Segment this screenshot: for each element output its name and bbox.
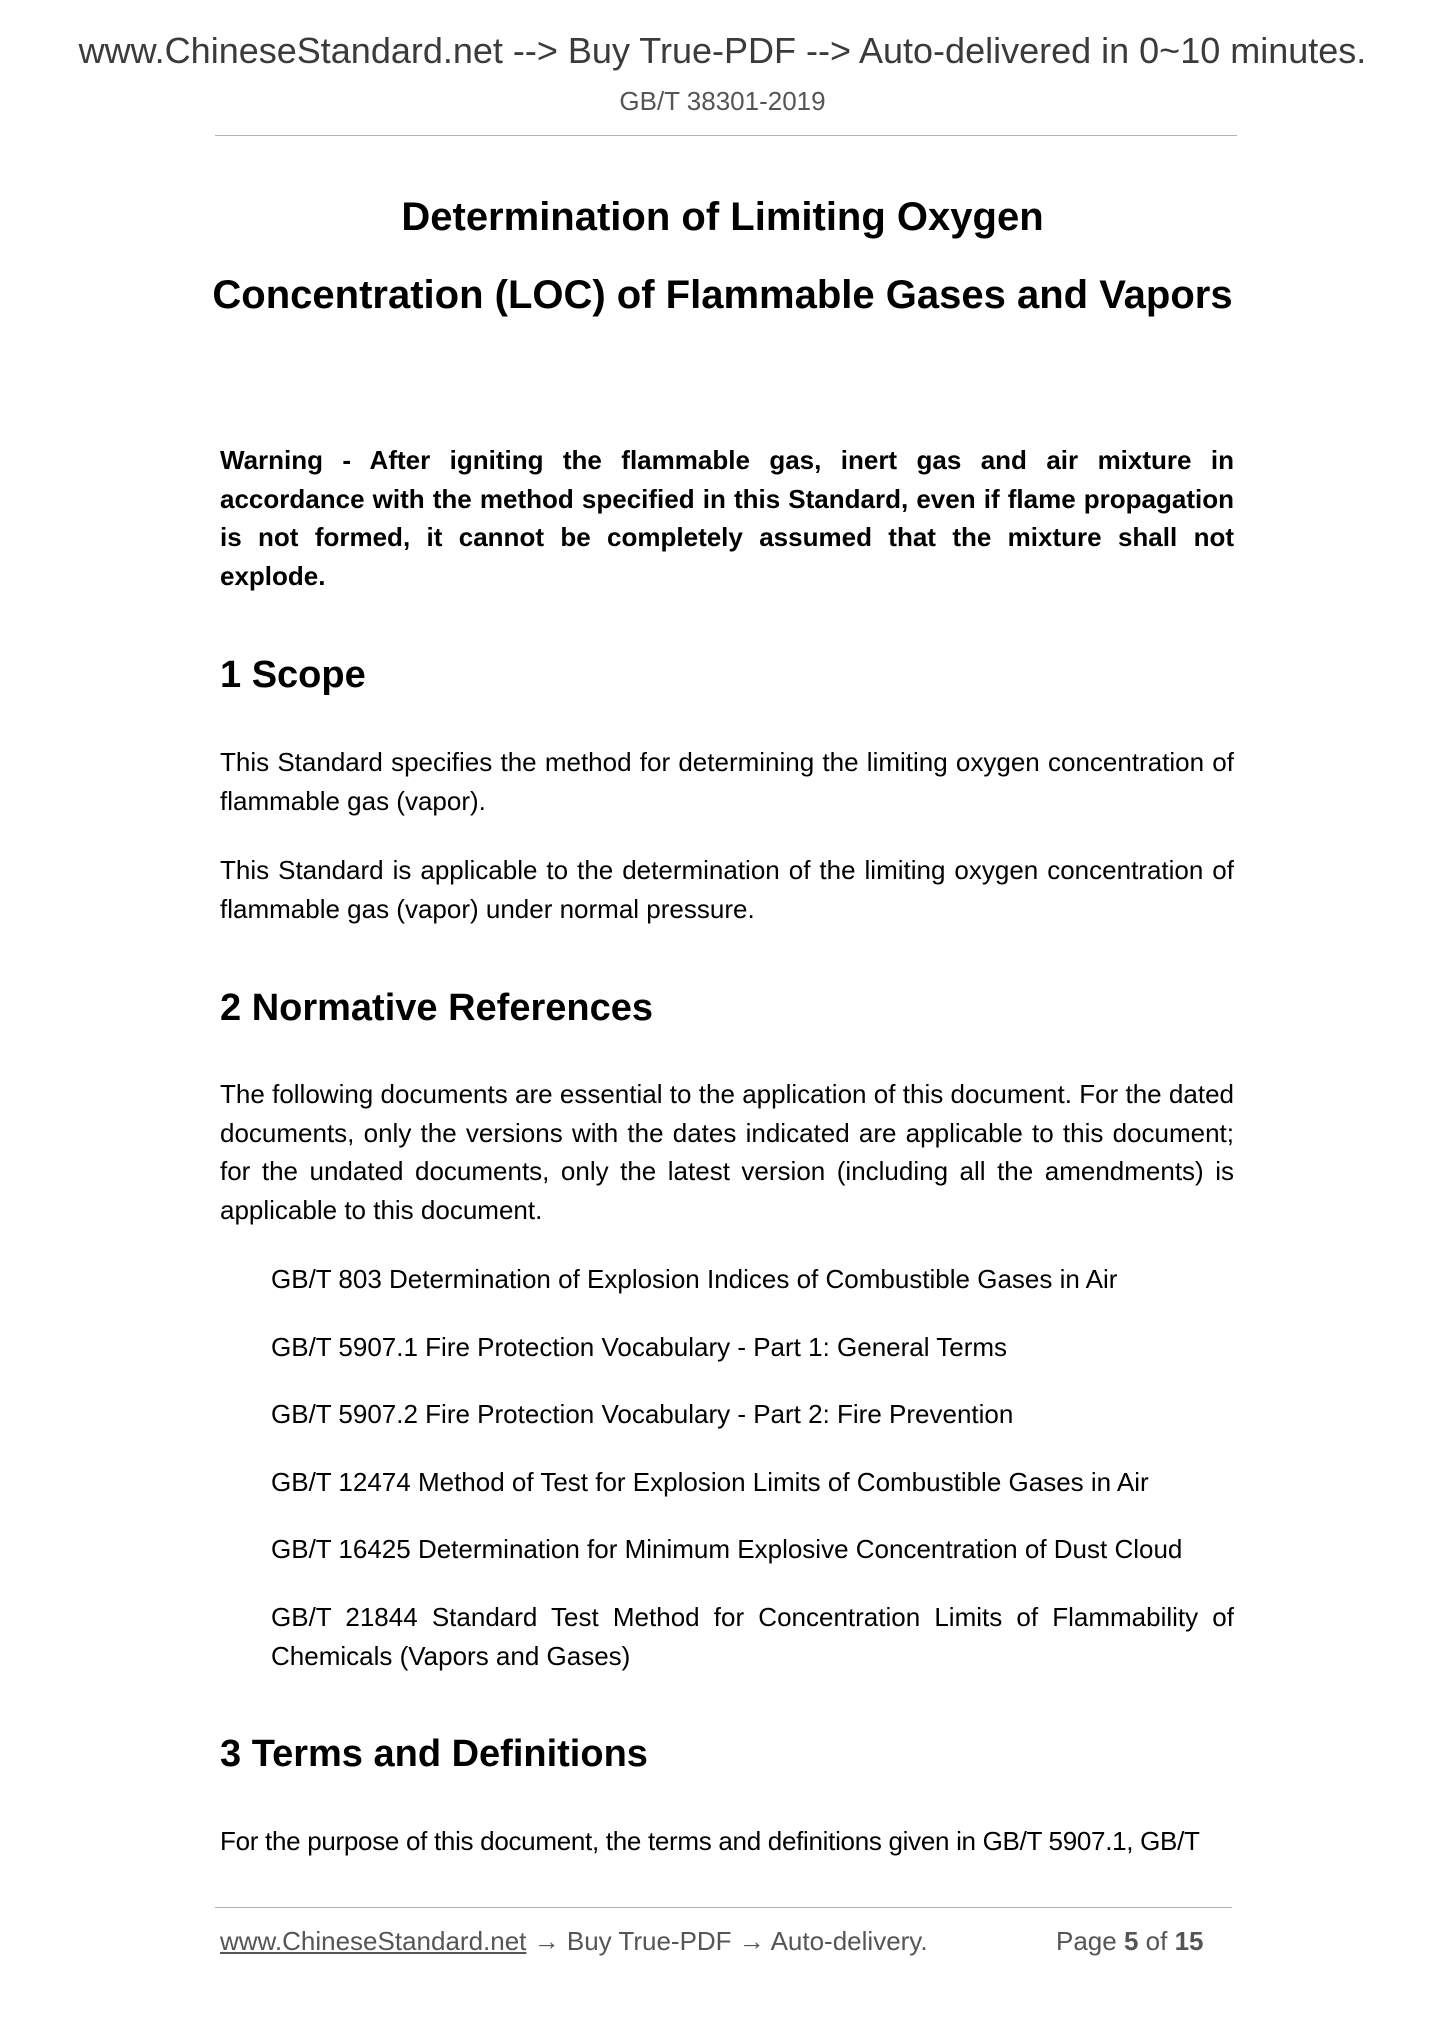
page-of-label: of [1145, 1926, 1168, 1956]
references-intro-wrap [220, 1075, 1234, 1229]
header-banner: www.ChineseStandard.net --> Buy True-PDF --> Auto-delivered in 0~10 minutes. [78, 30, 1367, 71]
section-2-heading-wrap [220, 985, 1234, 1031]
footer-site-link[interactable]: www.ChineseStandard.net [220, 1926, 527, 1956]
reference-item: GB/T 5907.2 Fire Protection Vocabulary - Part 2: Fire Prevention [271, 1399, 1014, 1429]
scope-paragraph-1: This Standard specifies the method for determining the limiting oxygen concentration of flammable gas (vapor). [220, 747, 1234, 816]
title-line-1: Determination of Limiting Oxygen [401, 195, 1044, 239]
section-1-heading-wrap [220, 652, 1234, 698]
terms-paragraph-wrap [220, 1822, 1234, 1861]
scope-paragraph-1-wrap [220, 743, 1234, 820]
scope-paragraph-2-wrap [220, 851, 1234, 928]
scope-paragraph-2: This Standard is applicable to the determination of the limiting oxygen concentration of flammable gas (vapor) under normal pressure. [220, 855, 1234, 924]
reference-item: GB/T 21844 Standard Test Method for Concentration Limits of Flammability of Chemicals (Vapors and Gases) [271, 1602, 1234, 1671]
footer-divider [215, 1907, 1232, 1908]
doc-code: GB/T 38301-2019 [619, 86, 826, 116]
page-label: Page [1056, 1926, 1117, 1956]
warning-block [220, 441, 1234, 595]
section-3-heading-wrap [220, 1731, 1234, 1777]
reference-item: GB/T 803 Determination of Explosion Indices of Combustible Gases in Air [271, 1264, 1118, 1294]
terms-paragraph: For the purpose of this document, the terms and definitions given in GB/T 5907.1, GB/T [220, 1826, 1200, 1856]
header-divider [215, 135, 1237, 136]
footer-left [220, 1926, 928, 1957]
title-line-2: Concentration (LOC) of Flammable Gases and Vapors [212, 273, 1233, 317]
section-heading-scope: 1 Scope [220, 654, 366, 696]
reference-item: GB/T 12474 Method of Test for Explosion Limits of Combustible Gases in Air [271, 1467, 1149, 1497]
page-indicator [1056, 1926, 1204, 1957]
page-current: 5 [1123, 1926, 1139, 1956]
references-intro: The following documents are essential to the application of this document. For the dated documents, only the versions with the dates indicated are applicable to this document; for the undated documents, only the latest version (including all the amendments) is applicable to this document. [220, 1079, 1234, 1225]
footer-tagline: → Buy True-PDF → Auto-delivery. [526, 1926, 928, 1956]
warning-text: Warning - After igniting the flammable gas, inert gas and air mixture in accordance with the method specified in this Standard, even if flame propagation is not formed, it cannot be completely assumed that the mixture shall not explode. [220, 445, 1234, 591]
page-total: 15 [1174, 1926, 1204, 1956]
reference-item: GB/T 5907.1 Fire Protection Vocabulary - Part 1: General Terms [271, 1332, 1008, 1362]
section-heading-normative-references: 2 Normative References [220, 987, 653, 1029]
section-heading-terms-definitions: 3 Terms and Definitions [220, 1733, 648, 1775]
reference-item: GB/T 16425 Determination for Minimum Explosive Concentration of Dust Cloud [271, 1534, 1183, 1564]
